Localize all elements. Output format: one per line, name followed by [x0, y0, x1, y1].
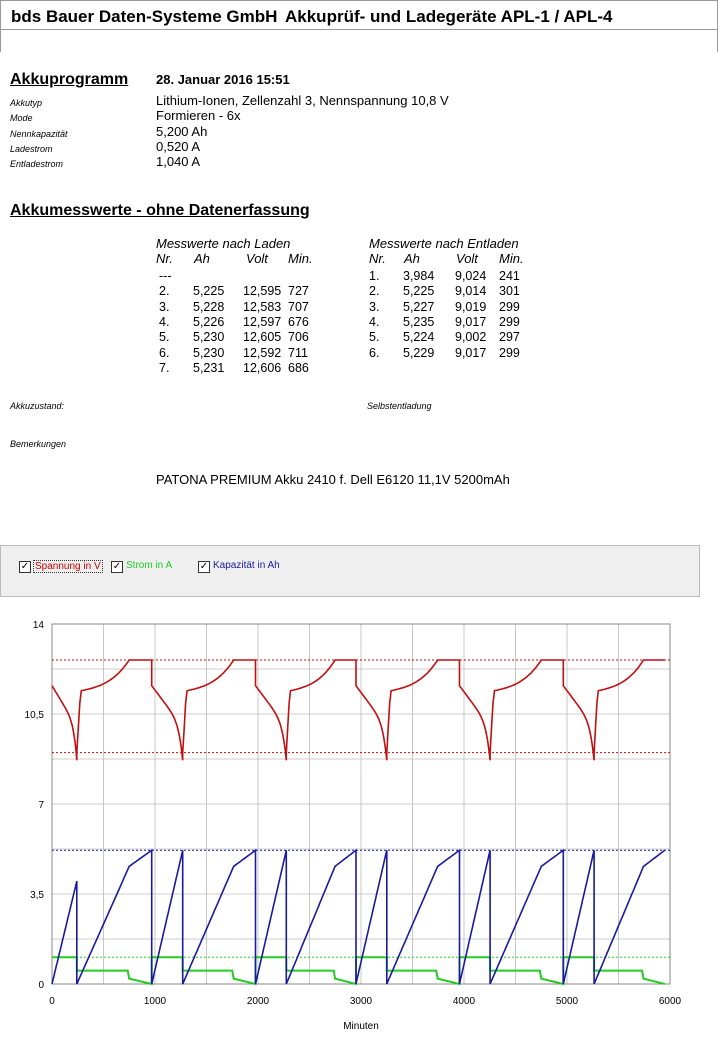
y-tick-label: 10,5	[24, 710, 44, 721]
selbstentladung-label: Selbstentladung	[367, 401, 432, 411]
x-tick-label: 0	[49, 996, 55, 1007]
discharge-cell: 301	[499, 284, 520, 299]
charge-cell: 686	[288, 360, 309, 375]
discharge-cell: 6.	[369, 345, 380, 360]
charge-col-1: Ah	[194, 251, 210, 266]
mode-value: Formieren - 6x	[156, 108, 241, 123]
charge-cell: 727	[288, 284, 309, 299]
voltage-checkbox[interactable]: ✓	[20, 561, 30, 572]
header	[0, 0, 718, 52]
entladestrom-label: Entladestrom	[10, 159, 64, 169]
charge-cell: 12,595	[243, 284, 282, 299]
remark-note: PATONA PREMIUM Akku 2410 f. Dell E6120 11,1V 5200mAh	[156, 472, 510, 487]
y-tick-label: 3,5	[30, 890, 44, 901]
discharge-cell: 299	[499, 345, 520, 360]
discharge-col-1: Ah	[404, 251, 420, 266]
y-tick-label: 14	[32, 620, 44, 631]
capacity-series-line	[52, 850, 665, 984]
discharge-cell: 9,017	[455, 314, 487, 329]
measure-title: Akkumesswerte - ohne Datenerfassung	[10, 202, 310, 219]
charge-cell: 7.	[159, 360, 170, 375]
capacity-checkbox[interactable]: ✓	[199, 561, 209, 572]
battery-chart	[0, 598, 720, 1064]
program-title: Akkuprogramm	[10, 71, 129, 88]
charge-cell: 707	[288, 299, 309, 314]
discharge-cell: 2.	[369, 284, 380, 299]
discharge-cell: 3,984	[403, 269, 435, 283]
charge-cell: 5.	[159, 330, 170, 345]
charge-col-3: Min.	[288, 251, 313, 266]
entladestrom-value: 1,040 A	[156, 154, 201, 169]
nennkapazitaet-value: 5,200 Ah	[156, 124, 208, 139]
ladestrom-label: Ladestrom	[10, 144, 53, 154]
charge-cell: 12,605	[243, 330, 282, 345]
discharge-cell: 1.	[369, 269, 380, 283]
x-tick-label: 3000	[349, 996, 373, 1007]
akkuzustand-label: Akkuzustand:	[10, 401, 65, 411]
discharge-col-2: Volt	[456, 251, 478, 266]
discharge-cell: 9,002	[455, 330, 487, 345]
charge-cell: 5,230	[193, 330, 225, 345]
charge-cell: 706	[288, 330, 309, 345]
discharge-cell: 9,014	[455, 284, 487, 299]
x-axis-label: Minuten	[343, 1021, 379, 1032]
discharge-cell: 297	[499, 330, 520, 345]
header-divider	[1, 29, 717, 30]
discharge-cell: 4.	[369, 314, 380, 329]
charge-cell: ---	[159, 269, 172, 283]
x-tick-label: 1000	[143, 996, 167, 1007]
y-tick-label: 7	[38, 800, 44, 811]
discharge-cell: 5,227	[403, 299, 435, 314]
program-datetime: 28. Januar 2016 15:51	[156, 72, 290, 87]
discharge-cell: 9,017	[455, 345, 487, 360]
current-checkbox[interactable]: ✓	[112, 561, 122, 572]
charge-cell: 5,226	[193, 314, 225, 329]
discharge-cell: 9,024	[455, 269, 487, 283]
discharge-cell: 241	[499, 269, 520, 283]
discharge-cell: 5,225	[403, 284, 435, 299]
y-tick-label: 0	[38, 980, 44, 991]
charge-cell: 5,230	[193, 345, 225, 360]
charge-cell: 12,592	[243, 345, 282, 360]
discharge-cell: 299	[499, 314, 520, 329]
x-tick-label: 2000	[246, 996, 270, 1007]
product-title: Akkuprüf- und Ladegeräte APL-1 / APL-4	[285, 7, 613, 26]
charge-cell: 3.	[159, 299, 170, 314]
discharge-heading: Messwerte nach Entladen	[369, 236, 519, 251]
charge-col-2: Volt	[246, 251, 268, 266]
discharge-cell: 5,229	[403, 345, 435, 360]
mode-label: Mode	[10, 113, 33, 123]
charge-cell: 4.	[159, 314, 170, 329]
discharge-cell: 5.	[369, 330, 380, 345]
voltage-series-line	[52, 660, 665, 760]
company-name: bds Bauer Daten-Systeme GmbH	[11, 7, 278, 26]
current-legend-label: Strom in A	[126, 560, 173, 571]
charge-cell: 5,225	[193, 284, 225, 299]
charge-cell: 5,231	[193, 360, 225, 375]
discharge-cell: 5,235	[403, 314, 435, 329]
x-tick-label: 5000	[555, 996, 579, 1007]
discharge-cell: 5,224	[403, 330, 435, 345]
discharge-col-3: Min.	[499, 251, 524, 266]
discharge-cell: 299	[499, 299, 520, 314]
discharge-cell: 3.	[369, 299, 380, 314]
akkutyp-label: Akkutyp	[10, 98, 43, 108]
ladestrom-value: 0,520 A	[156, 139, 201, 154]
charge-cell: 5,228	[193, 299, 225, 314]
charge-cell: 711	[288, 345, 308, 360]
charge-cell: 12,597	[243, 314, 282, 329]
charge-cell: 12,583	[243, 299, 282, 314]
discharge-col-0: Nr.	[369, 251, 386, 266]
voltage-legend-label: Spannung in V	[35, 561, 101, 572]
akkutyp-value: Lithium-Ionen, Zellenzahl 3, Nennspannung 10,8 V	[156, 93, 449, 108]
x-tick-label: 6000	[658, 996, 682, 1007]
charge-cell: 676	[288, 314, 309, 329]
charge-cell: 6.	[159, 345, 170, 360]
x-tick-label: 4000	[452, 996, 476, 1007]
capacity-legend-label: Kapazität in Ah	[213, 560, 280, 571]
charge-cell: 2.	[159, 284, 170, 299]
charge-cell: 12,606	[243, 360, 282, 375]
nennkapazitaet-label: Nennkapazität	[10, 129, 68, 139]
bemerkungen-label: Bemerkungen	[10, 439, 67, 449]
discharge-cell: 9,019	[455, 299, 487, 314]
charge-heading: Messwerte nach Laden	[156, 236, 291, 251]
charge-col-0: Nr.	[156, 251, 173, 266]
chart-legend	[0, 545, 700, 597]
